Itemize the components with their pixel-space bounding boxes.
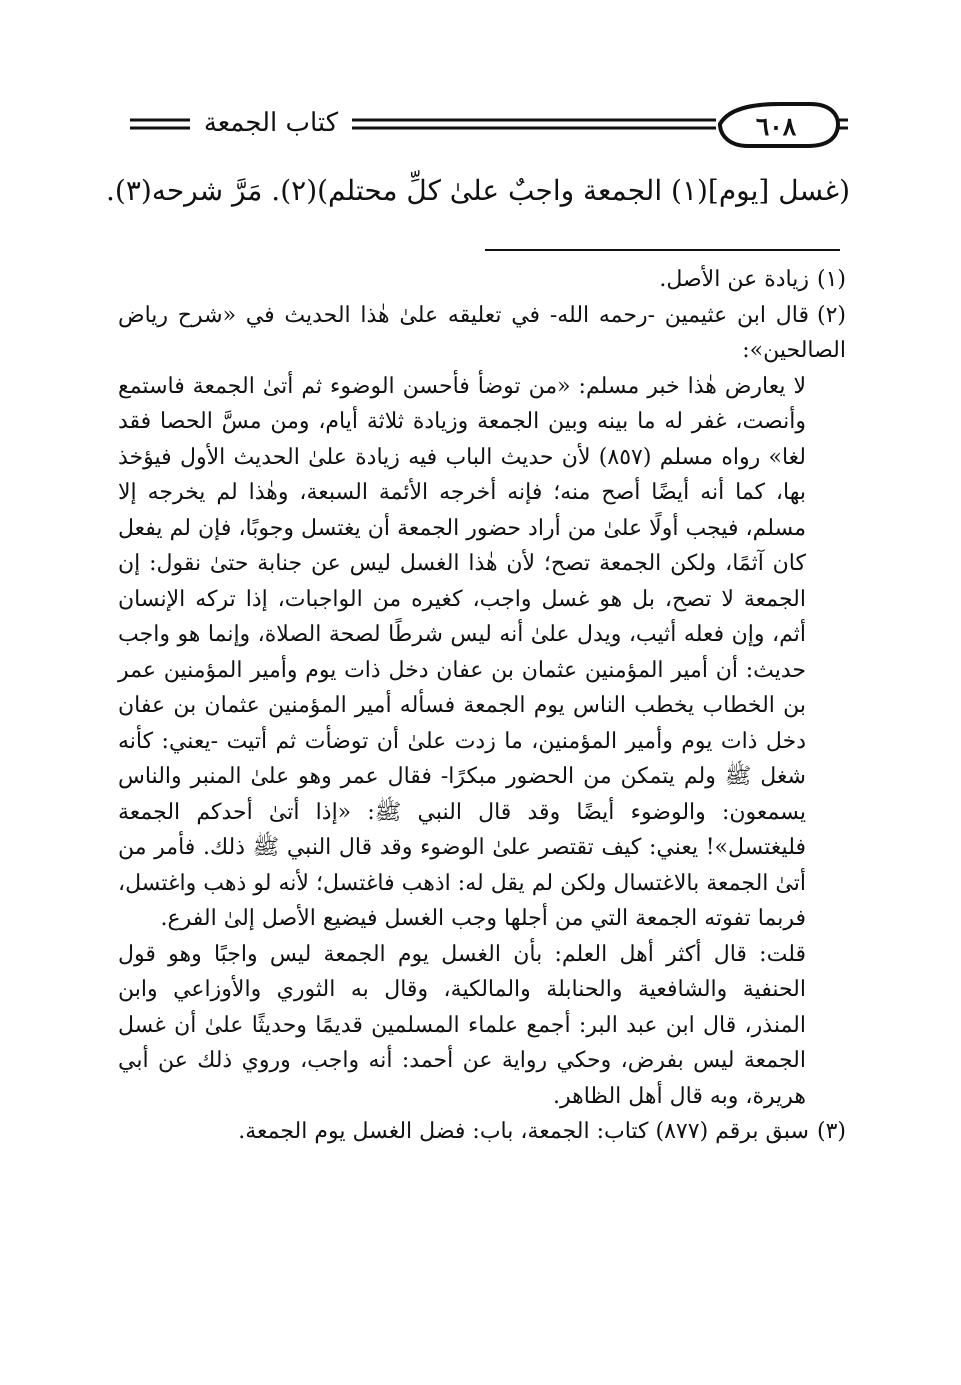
running-title: كتاب الجمعة [203, 108, 339, 138]
footnotes [118, 262, 846, 1150]
footnote-paragraph: قلت: قال أكثر أهل العلم: بأن الغسل يوم الجمعة ليس واجبًا وهو قول الحنفية والشافعية والحنابلة والمالكية، وقال به الثوري والأوزاعي وابن المنذر، قال ابن عبد البر: أجمع علماء المسلمين قديمًا وحديثًا علىٰ أن غسل الجمعة ليس بفرض، وحكي رواية عن أحمد: أنه واجب، وروي ذلك عن أبي هريرة، وبه قال أهل الظاهر. [118, 941, 806, 1109]
footnote-text: سبق برقم (٨٧٧) كتاب: الجمعة، باب: فضل الغسل يوم الجمعة. [238, 1119, 809, 1144]
footnote-intro: قال ابن عثيمين -رحمه الله- في تعليقه علىٰ هٰذا الحديث في «شرح رياض الصالحين»: [118, 302, 846, 363]
footnote-3 [118, 1114, 846, 1150]
page-number: ٦٠٨ [755, 112, 797, 141]
main-text: (غسل [يوم](١) الجمعة واجبٌ علىٰ كلِّ محتلم)(٢). مَرَّ شرحه(٣). [106, 174, 850, 207]
footnote-number: (٣) [816, 1119, 846, 1144]
page-header [120, 92, 850, 162]
footnote-number: (١) [816, 267, 846, 292]
footnote-number: (٢) [816, 302, 846, 328]
footnote-text: زيادة عن الأصل. [659, 267, 809, 292]
footnote-separator [485, 249, 840, 251]
footnote-paragraph: لا يعارض هٰذا خبر مسلم: «من توضأ فأحسن الوضوء ثم أتىٰ الجمعة فاستمع وأنصت، غفر له ما بينه وبين الجمعة وزيادة ثلاثة أيام، ومن مسَّ الحصا فقد لغا» رواه مسلم (٨٥٧) لأن حديث الباب فيه زيادة علىٰ الحديث الأول فيؤخذ بها، كما أنه أيضًا أصح منه؛ فإنه أخرجه الأئمة السبعة، وهٰذا لم يخرجه إلا مسلم، فيجب أولًا علىٰ من أراد حضور الجمعة أن يغتسل وجوبًا، فإن لم يفعل كان آثمًا، ولكن الجمعة تصح؛ لأن هٰذا الغسل ليس عن جنابة حتىٰ نقول: إن الجمعة لا تصح، بل هو غسل واجب، كغيره من الواجبات، إذا تركه الإنسان أثم، وإن فعله أثيب، ويدل علىٰ أنه ليس شرطًا لصحة الصلاة، وإنما هو واجب حديث: أن أمير المؤمنين عثمان بن عفان دخل ذات يوم وأمير المؤمنين عمر بن الخطاب يخطب الناس يوم الجمعة فسأله أمير المؤمنين عثمان بن عفان دخل ذات يوم وأمير المؤمنين، ما زدت علىٰ أن توضأت ثم أتيت -يعني: كأنه شغل ﷺ ولم يتمكن من الحضور مبكرًا- فقال عمر وهو علىٰ المنبر والناس يسمعون: والوضوء أيضًا وقد قال النبي ﷺ: «إذا أتىٰ أحدكم الجمعة فليغتسل»! يعني: كيف تقتصر علىٰ الوضوء وقد قال النبي ﷺ ذلك. فأمر من أتىٰ الجمعة بالاغتسال ولكن لم يقل له: اذهب فاغتسل؛ لأنه لو ذهب واغتسل، فربما تفوته الجمعة التي من أجلها وجب الغسل فيضيع الأصل إلىٰ الفرع. [118, 373, 806, 931]
footnote-1 [118, 262, 846, 298]
footnote-2 [118, 298, 846, 1115]
